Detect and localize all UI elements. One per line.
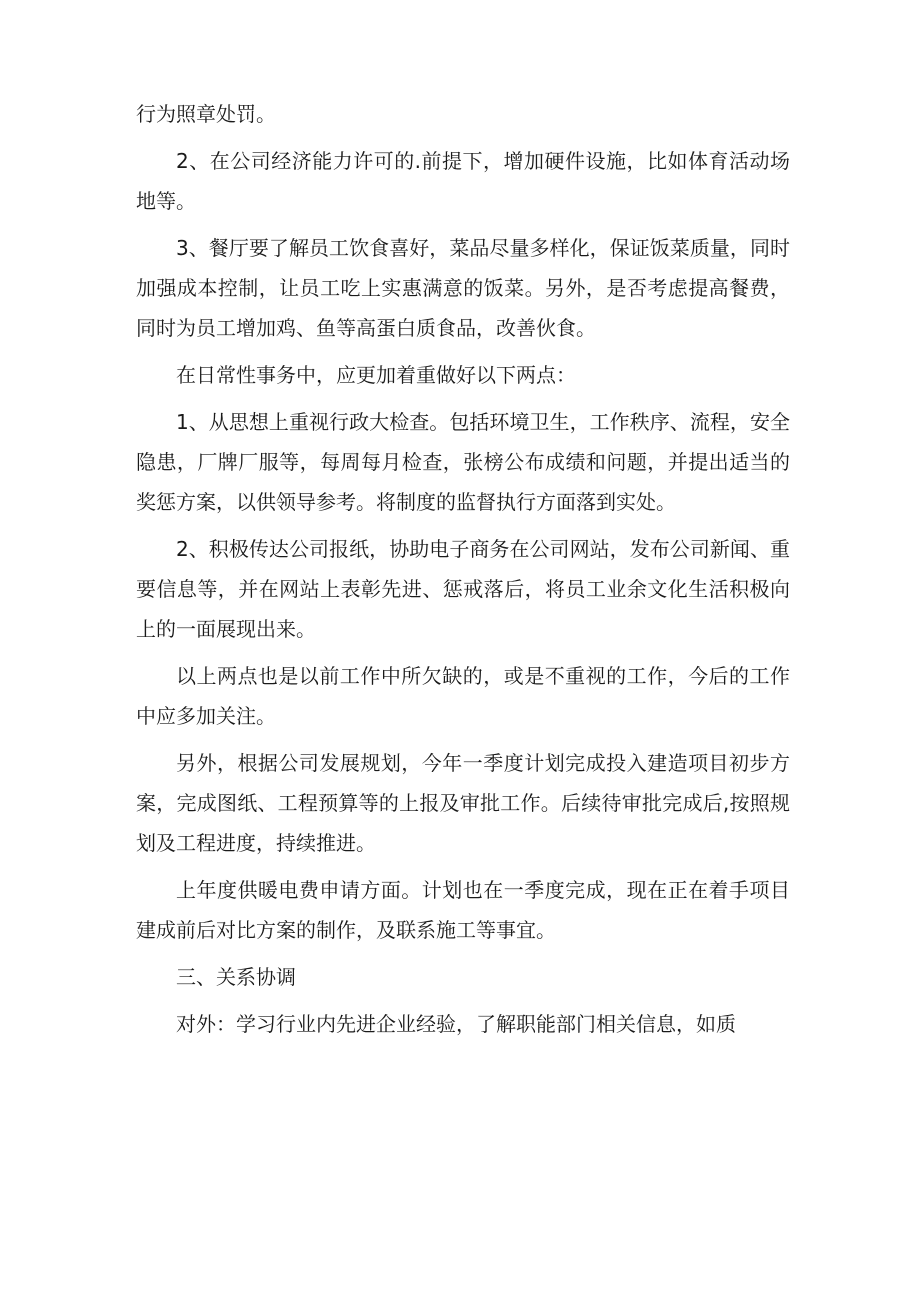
- paragraph-4: 在日常性事务中，应更加着重做好以下两点：: [176, 363, 576, 387]
- section-heading: 三、关系协调: [176, 965, 296, 989]
- paragraph-10: 对外：学习行业内先进企业经验，了解职能部门相关信息，如质: [176, 1012, 736, 1036]
- paragraph-9: 上年度供暖电费申请方面。计划也在一季度完成，现在正在着手项目建成前后对比方案的制作，及联系施工等事宜。: [136, 878, 790, 942]
- paragraph-5: 1、从思想上重视行政大检查。包括环境卫生，工作秩序、流程，安全隐患，厂牌厂服等，每周每月检查，张榜公布成绩和问题，并提出适当的奖惩方案，以供领导参考。将制度的监督执行方面落到实处。: [136, 410, 790, 514]
- paragraph-7: 以上两点也是以前工作中所欠缺的，或是不重视的工作，今后的工作中应多加关注。: [136, 664, 790, 728]
- paragraph-1: 行为照章处罚。: [136, 102, 276, 126]
- paragraph-6: 2、积极传达公司报纸，协助电子商务在公司网站，发布公司新闻、重要信息等，并在网站上表彰先进、惩戒落后，将员工业余文化生活积极向上的一面展现出来。: [136, 537, 790, 641]
- paragraph-2: 2、在公司经济能力许可的.前提下，增加硬件设施，比如体育活动场地等。: [136, 149, 790, 213]
- document-body: [136, 94, 790, 1051]
- paragraph-8: 另外，根据公司发展规划，今年一季度计划完成投入建造项目初步方案，完成图纸、工程预算等的上报及审批工作。后续待审批完成后,按照规划及工程进度，持续推进。: [136, 751, 790, 855]
- paragraph-3: 3、餐厅要了解员工饮食喜好，菜品尽量多样化，保证饭菜质量，同时加强成本控制，让员工吃上实惠满意的饭菜。另外，是否考虑提高餐费，同时为员工增加鸡、鱼等高蛋白质食品，改善伙食。: [136, 236, 790, 340]
